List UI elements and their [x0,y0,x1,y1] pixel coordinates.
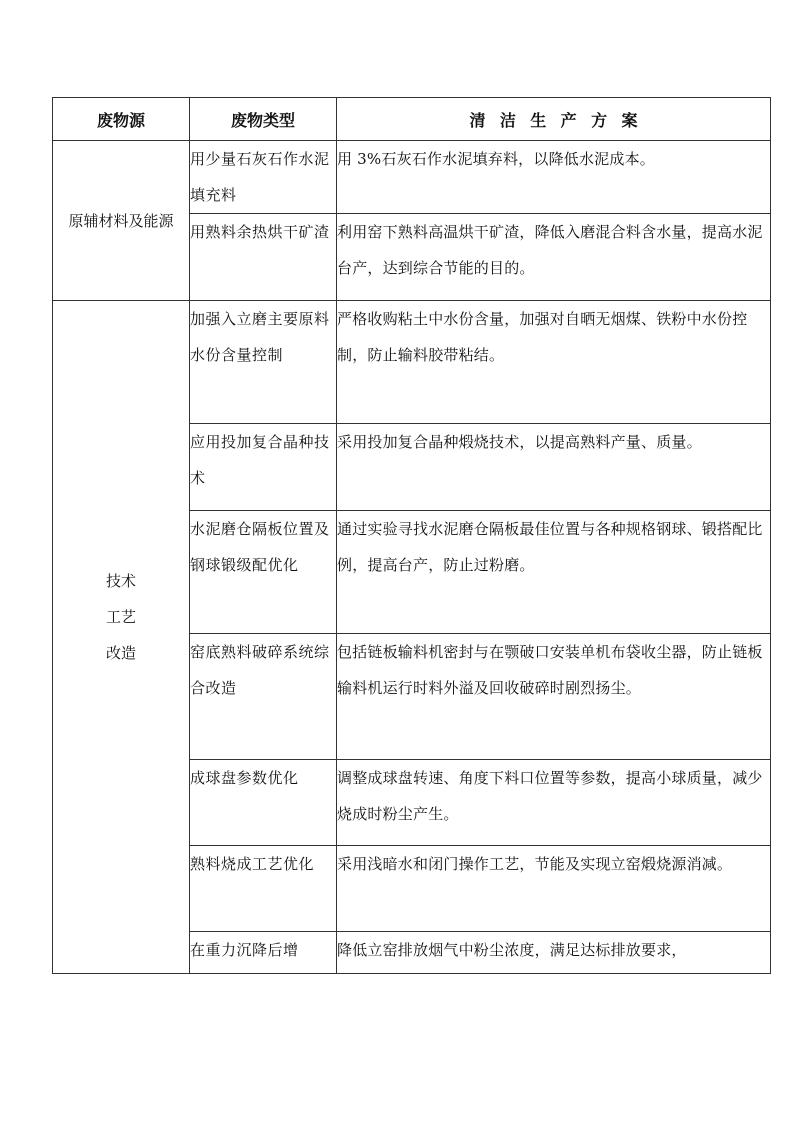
plan-cell: 采用投加复合晶种煅烧技术，以提高熟料产量、质量。 [337,424,771,511]
type-cell: 应用投加复合晶种技术 [190,424,337,511]
table-row [53,301,771,424]
type-cell: 窑底熟料破碎系统综合改造 [190,634,337,760]
plan-cell: 利用窑下熟料高温烘干矿渣，降低入磨混合料含水量，提高水泥台产，达到综合节能的目的。 [337,214,771,301]
plan-cell: 降低立窑排放烟气中粉尘浓度，满足达标排放要求， [337,932,771,974]
clean-production-table [52,97,771,974]
source-line: 工艺 [105,608,136,626]
header-row [53,98,771,141]
type-cell: 在重力沉降后增 [190,932,337,974]
type-cell: 成球盘参数优化 [190,760,337,846]
source-cell-materials: 原辅材料及能源 [53,141,190,301]
source-line: 改造 [105,644,136,662]
header-source: 废物源 [53,98,190,141]
table-row [53,141,771,214]
plan-cell: 包括链板输料机密封与在颚破口安装单机布袋收尘器，防止链板输料机运行时料外溢及回收破碎时剧烈扬尘。 [337,634,771,760]
plan-cell: 通过实验寻找水泥磨仓隔板最佳位置与各种规格钢球、锻搭配比例，提高台产，防止过粉磨。 [337,511,771,634]
plan-cell: 严格收购粘土中水份含量，加强对自晒无烟煤、铁粉中水份控制，防止输料胶带粘结。 [337,301,771,424]
type-cell: 水泥磨仓隔板位置及钢球锻级配优化 [190,511,337,634]
source-cell-tech [53,301,190,974]
plan-cell: 用 3%石灰石作水泥填弃料，以降低水泥成本。 [337,141,771,214]
source-line: 技术 [105,572,136,590]
header-plan: 清洁生产方案 [337,98,771,141]
plan-cell: 采用浅暗水和闭门操作工艺，节能及实现立窑煅烧源消减。 [337,846,771,932]
type-cell: 用少量石灰石作水泥填充料 [190,141,337,214]
plan-cell: 调整成球盘转速、角度下料口位置等参数，提高小球质量，减少烧成时粉尘产生。 [337,760,771,846]
header-type: 废物类型 [190,98,337,141]
type-cell: 加强入立磨主要原料水份含量控制 [190,301,337,424]
type-cell: 熟料烧成工艺优化 [190,846,337,932]
type-cell: 用熟料余热烘干矿渣 [190,214,337,301]
